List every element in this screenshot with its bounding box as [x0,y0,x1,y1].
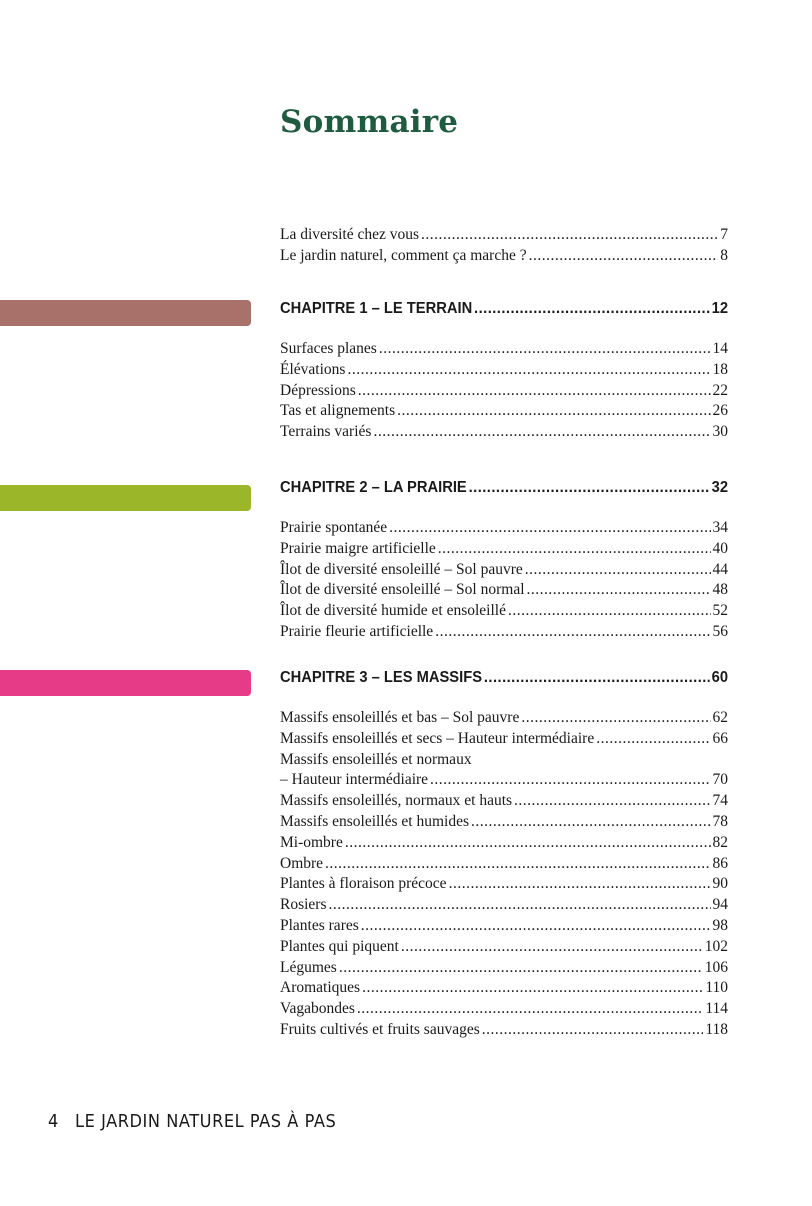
toc-entry-page: 48 [712,581,728,599]
toc-entry[interactable] [280,834,728,855]
toc-entry-label: Aromatiques [280,979,361,997]
toc-entry-page: 40 [712,539,728,557]
toc-entry-page: 44 [712,560,728,578]
page-title: Sommaire [280,104,459,140]
dot-leader [401,938,703,956]
dot-leader [469,479,710,497]
toc-entry-label: Ombre [280,854,324,872]
toc-entry-label: La diversité chez vous [280,226,420,243]
toc-entry[interactable] [280,602,728,623]
toc-entry[interactable] [280,402,728,423]
dot-leader [521,709,710,727]
footer-page-number: 4 [48,1111,59,1132]
toc-entry[interactable] [280,855,728,876]
toc-entry[interactable] [280,382,728,403]
toc-entry[interactable] [280,361,728,382]
dot-leader [435,623,710,641]
chapter-heading-page: 12 [711,300,729,317]
chapter2-section [280,479,728,505]
toc-entry-page: 62 [712,709,728,726]
chapter3-section [280,669,728,695]
dot-leader [361,917,711,935]
toc-entry-label: Îlot de diversité ensoleillé – Sol pauvre [280,560,523,578]
toc-entry-page: 78 [712,812,728,830]
toc-entry-label: Plantes à floraison précoce [280,875,447,893]
toc-entry-label: Élévations [280,360,346,378]
toc-entry-page: 66 [712,729,728,747]
chapter-heading-label: CHAPITRE 2 – LA PRAIRIE [280,479,467,496]
toc-entry-page: 94 [712,896,728,914]
toc-entry-page: 26 [712,402,728,420]
dot-leader [389,519,710,537]
toc-entry[interactable] [280,340,728,361]
toc-entry[interactable] [280,1021,728,1042]
toc-entry-page: 34 [712,519,728,536]
toc-entry-page: 106 [704,958,728,976]
toc-entry-page: 22 [712,381,728,399]
intro-list [280,226,728,268]
toc-entry-label: Prairie fleurie artificielle [280,622,434,640]
dot-leader [421,226,718,244]
toc-entry-label: Massifs ensoleillés, normaux et hauts [280,792,513,810]
toc-entry-label: Le jardin naturel, comment ça marche ? [280,246,527,264]
page-footer [48,1111,336,1132]
dot-leader [596,730,710,748]
toc-entry-label: Massifs ensoleillés et humides [280,812,469,830]
toc-entry-page: 30 [712,423,728,441]
toc-entry[interactable] [280,561,728,582]
toc-entry-page: 56 [712,622,728,640]
toc-entry-label: Terrains variés [280,423,372,441]
chapter2-color-bar [0,485,251,511]
chapter3-list [280,709,728,1042]
toc-entry-label: Prairie maigre artificielle [280,539,436,557]
toc-entry-page: 102 [704,937,728,955]
toc-entry-label: Dépressions [280,381,356,399]
toc-entry-page: 74 [712,792,728,810]
toc-entry-page: 98 [712,916,728,934]
toc-entry-label: Massifs ensoleillés et bas – Sol pauvre [280,709,520,726]
dot-leader [373,423,710,441]
toc-entry-label: Tas et alignements [280,402,396,420]
toc-entry[interactable] [280,875,728,896]
toc-entry[interactable] [280,959,728,980]
toc-entry-label: Rosiers [280,896,327,914]
toc-entry-jardin-naturel[interactable] [280,247,728,268]
toc-entry-label: Plantes qui piquent [280,937,399,955]
toc-entry-label: Fruits cultivés et fruits sauvages [280,1020,480,1038]
toc-entry[interactable] [280,709,728,730]
dot-leader [474,300,710,318]
chapter1-heading[interactable] [280,300,728,326]
toc-entry-label: Légumes [280,958,337,976]
dot-leader [449,875,711,893]
toc-entry-label: Massifs ensoleillés et secs – Hauteur intermédiaire [280,729,595,747]
dot-leader [347,361,710,379]
dot-leader [362,979,703,997]
chapter1-section [280,300,728,326]
toc-entry-continued[interactable] [280,751,728,772]
toc-entry-page: 8 [720,246,728,264]
dot-leader [529,247,719,265]
dot-leader [345,834,711,852]
toc-entry[interactable] [280,938,728,959]
chapter3-color-bar [0,670,251,696]
dot-leader [438,540,711,558]
dot-leader [329,896,711,914]
toc-entry[interactable] [280,540,728,561]
toc-entry-label: Plantes rares [280,916,359,934]
dot-leader [358,382,711,400]
dot-leader [482,1021,704,1039]
chapter1-color-bar [0,300,251,326]
toc-entry[interactable] [280,581,728,602]
chapter2-heading[interactable] [280,479,728,505]
dot-leader [514,792,710,810]
dot-leader [527,581,711,599]
dot-leader [508,602,711,620]
toc-entry-label: – Hauteur intermédiaire [280,771,429,789]
toc-entry[interactable] [280,813,728,834]
toc-entry[interactable] [280,730,728,751]
toc-entry[interactable] [280,792,728,813]
chapter1-list [280,340,728,444]
dot-leader [397,402,710,420]
chapter3-heading[interactable] [280,669,728,695]
dot-leader [471,813,711,831]
toc-entry-page: 82 [712,833,728,851]
toc-entry[interactable] [280,1000,728,1021]
toc-entry-page: 7 [720,226,728,243]
toc-entry-label: Îlot de diversité ensoleillé – Sol normal [280,581,525,599]
dot-leader [525,561,711,579]
toc-entry[interactable] [280,979,728,1000]
toc-entry-page: 52 [712,602,728,620]
toc-entry[interactable] [280,771,728,792]
footer-book-title: LE JARDIN NATUREL PAS À PAS [75,1111,337,1132]
toc-entry-page: 118 [705,1020,728,1038]
dot-leader [379,340,711,358]
toc-entry[interactable] [280,917,728,938]
chapter-heading-label: CHAPITRE 3 – LES MASSIFS [280,669,483,686]
toc-entry-label: Mi-ombre [280,833,343,851]
toc-entry-label: Prairie spontanée [280,519,388,536]
chapter2-list [280,519,728,644]
chapter-heading-page: 32 [711,479,729,496]
dot-leader [325,855,710,873]
dot-leader [430,771,710,789]
toc-entry[interactable] [280,896,728,917]
toc-entry[interactable] [280,423,728,444]
toc-entry-page: 70 [712,771,728,789]
toc-entry-page: 86 [712,854,728,872]
toc-entry[interactable] [280,623,728,644]
toc-entry-label: Îlot de diversité humide et ensoleillé [280,602,506,620]
toc-entry-label: Massifs ensoleillés et normaux [280,750,472,768]
toc-entry-page: 114 [705,1000,728,1018]
toc-entry-page: 18 [712,360,728,378]
toc-entry-diversite[interactable] [280,226,728,247]
dot-leader [357,1000,703,1018]
toc-entry-label: Surfaces planes [280,340,377,357]
dot-leader [484,669,710,687]
toc-entry-page: 14 [712,340,728,357]
toc-entry-page: 110 [705,979,728,997]
toc-entry-label: Vagabondes [280,1000,355,1018]
toc-entry[interactable] [280,519,728,540]
toc-entry-page: 90 [712,875,728,893]
dot-leader [339,959,703,977]
chapter-heading-page: 60 [711,669,729,686]
chapter-heading-label: CHAPITRE 1 – LE TERRAIN [280,300,473,317]
